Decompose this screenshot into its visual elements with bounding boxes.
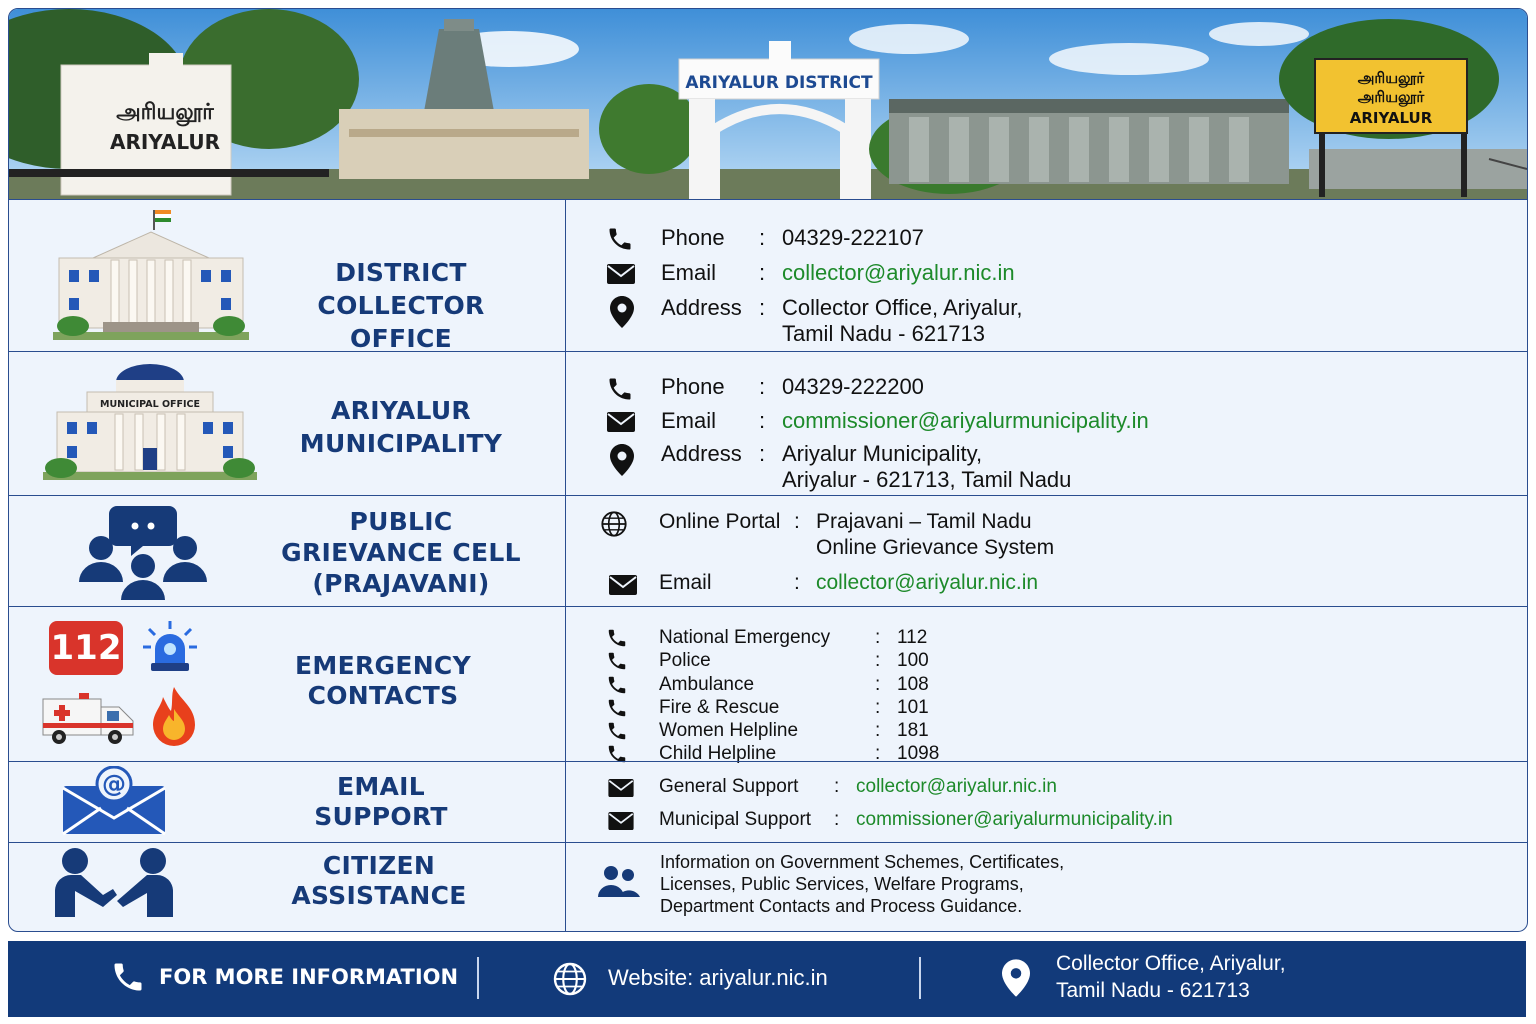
emergency-title-line2: CONTACTS	[307, 681, 459, 710]
mail-icon	[608, 779, 634, 797]
mail-icon	[609, 575, 637, 595]
emergency-112-badge: 112	[49, 621, 123, 675]
municipality-title-line1: ARIYALUR	[331, 396, 471, 425]
emergency-number: 101	[897, 697, 929, 718]
emergency-title-line1: EMERGENCY	[295, 651, 471, 680]
users-group-icon	[598, 865, 640, 897]
collector-email-label: Email	[661, 260, 717, 285]
svg-text:ARIYALUR DISTRICT: ARIYALUR DISTRICT	[685, 73, 873, 93]
row-grievance-cell: PUBLIC GRIEVANCE CELL (PRAJAVANI) Online Portal : Prajavani – Tamil Nadu Online Grievance System Email : collector@ariyalur.nic.in	[9, 495, 1527, 606]
municipal-building-icon	[43, 360, 257, 486]
general-support-email-link[interactable]: collector@ariyalur.nic.in	[856, 776, 1057, 797]
municipality-title-line2: MUNICIPALITY	[299, 429, 503, 458]
emergency-number: 181	[897, 720, 929, 741]
collector-phone-label: Phone	[661, 225, 725, 250]
collector-phone: 04329-222107	[782, 225, 924, 250]
citizen-title-line2: ASSISTANCE	[291, 881, 467, 910]
fire-icon	[147, 685, 201, 747]
collector-address-label: Address	[661, 295, 742, 320]
municipal-support-email-link[interactable]: commissioner@ariyalurmunicipality.in	[856, 809, 1173, 830]
emergency-number: 100	[897, 650, 929, 671]
emergency-label: Ambulance	[659, 674, 755, 695]
emergency-list: National Emergency : 112 Police : 100 Ambulance : 108 Fire & Rescue : 101 Women Helpline : 181 Child Helpline : 1098	[566, 607, 1527, 761]
banner-collage	[9, 9, 1527, 199]
footer-divider	[477, 957, 479, 999]
handshake-icon	[53, 847, 175, 919]
mail-icon	[608, 812, 634, 830]
phone-icon	[606, 720, 628, 742]
emergency-number: 1098	[897, 743, 940, 764]
emergency-number: 108	[897, 674, 929, 695]
citizen-info-line2: Licenses, Public Services, Welfare Programs,	[660, 874, 1024, 894]
contact-card	[8, 8, 1528, 932]
grievance-portal-label: Online Portal	[659, 510, 781, 533]
municipality-phone-label: Phone	[661, 374, 725, 399]
phone-icon	[110, 959, 146, 995]
citizen-info-line3: Department Contacts and Process Guidance.	[660, 896, 1023, 916]
collector-building-icon	[53, 210, 249, 342]
emergency-label: Police	[659, 650, 711, 671]
phone-icon	[606, 697, 628, 719]
phone-icon	[606, 375, 634, 403]
svg-text:அரியலூர்: அரியலூர்	[1357, 69, 1425, 87]
people-chat-icon	[77, 502, 209, 602]
municipality-address-line1: Ariyalur Municipality,	[782, 441, 983, 466]
collector-address-line2: Tamil Nadu - 621713	[782, 321, 986, 346]
mail-icon	[607, 264, 635, 284]
svg-text:ARIYALUR: ARIYALUR	[1349, 109, 1433, 127]
emergency-label: Fire & Rescue	[659, 697, 780, 718]
collector-title-line1: DISTRICT	[335, 258, 467, 287]
footer-address-line1: Collector Office, Ariyalur,	[1056, 952, 1286, 975]
collector-address-line1: Collector Office, Ariyalur,	[782, 295, 1023, 320]
citizen-info-line1: Information on Government Schemes, Certificates,	[660, 852, 1065, 872]
collector-title-line2: COLLECTOR OFFICE	[317, 291, 485, 353]
municipality-email-link[interactable]: commissioner@ariyalurmunicipality.in	[782, 408, 1149, 433]
emergency-label: Child Helpline	[659, 743, 777, 764]
grievance-title-line2: GRIEVANCE CELL	[281, 538, 521, 567]
row-emergency-contacts	[9, 606, 1527, 764]
location-pin-icon	[610, 296, 634, 328]
collector-email-link[interactable]: collector@ariyalur.nic.in	[782, 260, 1015, 285]
email-support-title-line2: SUPPORT	[314, 802, 448, 831]
footer-bar	[8, 941, 1526, 1017]
grievance-portal-line2: Online Grievance System	[816, 536, 1055, 559]
svg-text:ARIYALUR: ARIYALUR	[109, 130, 221, 154]
general-support-label: General Support	[659, 776, 799, 797]
mail-icon	[607, 412, 635, 432]
footer-more-info: FOR MORE INFORMATION	[159, 965, 459, 989]
citizen-title-line1: CITIZEN	[322, 851, 436, 880]
municipality-phone: 04329-222200	[782, 374, 924, 399]
phone-icon	[606, 225, 634, 253]
municipal-support-label: Municipal Support	[659, 809, 812, 830]
email-envelope-icon	[61, 766, 167, 836]
emergency-label: National Emergency	[659, 627, 831, 648]
emergency-label: Women Helpline	[659, 720, 799, 741]
svg-text:@: @	[102, 770, 126, 798]
municipality-address-label: Address	[661, 441, 742, 466]
ambulance-icon	[41, 689, 135, 745]
svg-text:MUNICIPAL OFFICE: MUNICIPAL OFFICE	[99, 399, 201, 410]
phone-icon	[606, 674, 628, 696]
grievance-email-label: Email	[659, 571, 712, 594]
row-email-support: @ EMAIL SUPPORT General Support : collector@ariyalur.nic.in Municipal Support : commissioner@ariyalurmunicipality.in	[9, 761, 1527, 842]
email-support-title-line1: EMAIL	[336, 772, 426, 801]
municipality-email-label: Email	[661, 408, 717, 433]
globe-icon	[552, 961, 588, 997]
grievance-email-link[interactable]: collector@ariyalur.nic.in	[816, 571, 1039, 594]
grievance-title-line1: PUBLIC	[349, 507, 453, 536]
row-municipality: MUNICIPAL OFFICE ARIYALUR MUNICIPALITY Phone : 04329-222200 Email : commissioner@ariyalurmunicipality.in Address : Ariyalur Municipality, Ariyalur - 621713, Tamil Nadu	[9, 351, 1527, 495]
grievance-portal-line1[interactable]: Prajavani – Tamil Nadu	[816, 510, 1032, 533]
svg-text:அரியலூர்: அரியலூர்	[1357, 88, 1425, 106]
location-pin-icon	[610, 444, 634, 476]
footer-divider	[919, 957, 921, 999]
footer-website-link[interactable]: Website: ariyalur.nic.in	[608, 965, 828, 990]
row-citizen-assistance	[9, 842, 1527, 931]
grievance-title-line3: (PRAJAVANI)	[312, 569, 490, 598]
row-collector-office: DISTRICT COLLECTOR OFFICE Phone : 04329-222107 Email : collector@ariyalur.nic.in Address : Collector Office, Ariyalur, Tamil Nadu - 621713	[9, 199, 1527, 351]
phone-icon	[606, 650, 628, 672]
footer-address-line2: Tamil Nadu - 621713	[1056, 979, 1250, 1002]
siren-icon	[141, 619, 199, 677]
municipality-address-line2: Ariyalur - 621713, Tamil Nadu	[782, 467, 1072, 492]
emergency-number: 112	[897, 627, 928, 648]
phone-icon	[606, 627, 628, 649]
globe-icon	[600, 510, 628, 538]
svg-text:அரியலூர்: அரியலூர்	[116, 100, 214, 125]
location-pin-icon	[1002, 959, 1030, 997]
